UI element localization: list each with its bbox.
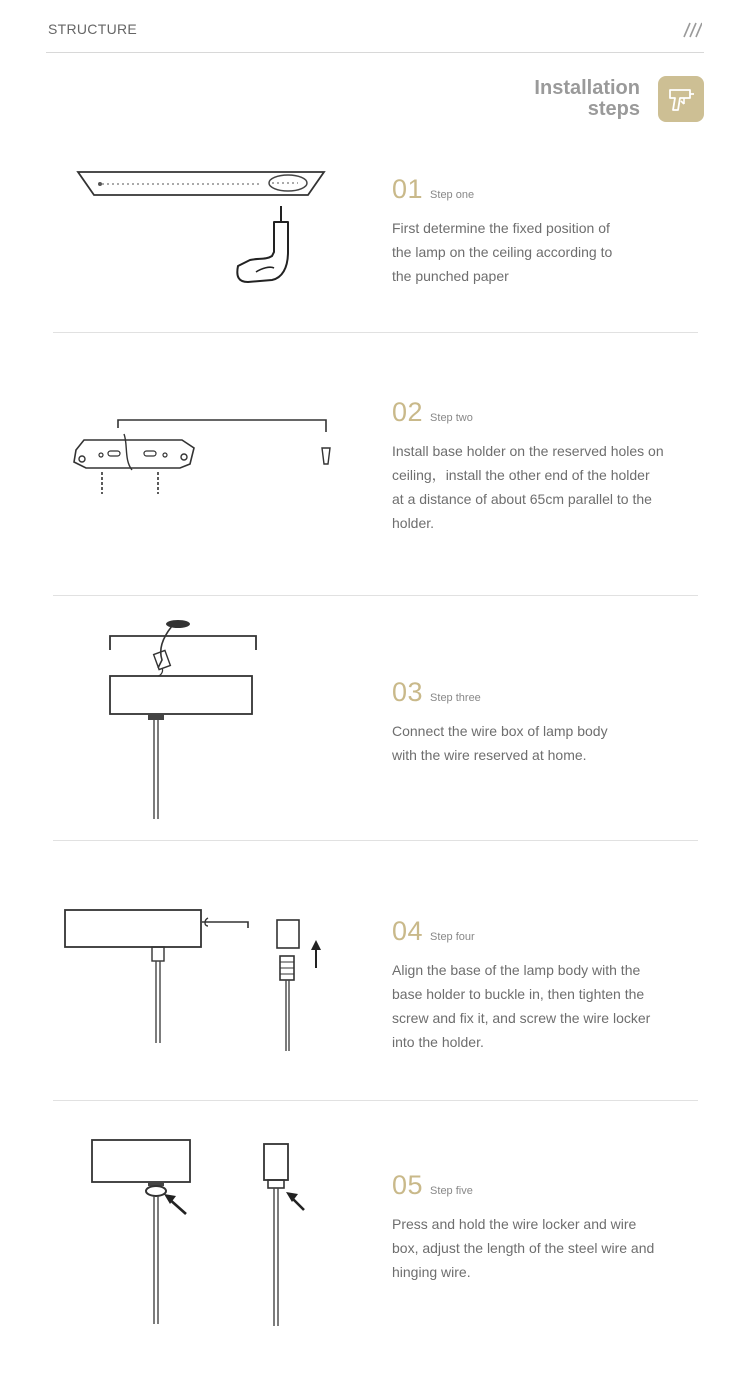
step-1-text: [392, 216, 692, 288]
step-divider: [53, 595, 698, 596]
step-3-heading: [392, 679, 481, 706]
header-title: STRUCTURE: [48, 21, 138, 37]
section-heading: [534, 76, 704, 122]
step-4-number: 04: [392, 916, 424, 946]
step-2-number: 02: [392, 397, 424, 427]
step-4-text: [392, 958, 692, 1054]
step-2-illustration: [68, 412, 338, 502]
step-3-text-line: with the wire reserved at home.: [392, 747, 587, 763]
step-5-text-line: Press and hold the wire locker and wire: [392, 1216, 637, 1232]
step-1-text-line: the punched paper: [392, 268, 509, 284]
step-1-heading: [392, 176, 474, 203]
step-5-text-line: box, adjust the length of the steel wire and: [392, 1240, 655, 1256]
step-2-text-line: at a distance of about 65cm parallel to the: [392, 491, 652, 507]
page-header: [46, 0, 704, 53]
step-1-text-line: the lamp on the ceiling according to: [392, 244, 613, 260]
step-4-text-line: Align the base of the lamp body with the: [392, 962, 641, 978]
triple-slash-icon: [678, 22, 702, 38]
step-5-number: 05: [392, 1170, 424, 1200]
step-1-text-line: First determine the fixed position of: [392, 220, 610, 236]
step-divider: [53, 1100, 698, 1101]
step-4-heading: [392, 918, 475, 945]
step-divider: [53, 840, 698, 841]
step-1-illustration: [76, 168, 356, 288]
step-4-text-line: screw and fix it, and screw the wire locker: [392, 1010, 651, 1026]
step-3-illustration: [104, 614, 264, 824]
step-4-text-line: into the holder.: [392, 1034, 484, 1050]
section-title: [534, 78, 640, 120]
base-holder-illustration: [74, 420, 330, 494]
section-title-line1: Installation: [534, 77, 640, 99]
step-4-text-line: base holder to buckle in, then tighten the: [392, 986, 645, 1002]
step-2-text: [392, 439, 692, 535]
step-2-heading: [392, 399, 473, 426]
step-1-label: Step one: [430, 189, 475, 201]
step-4-illustration: [62, 906, 332, 1056]
step-5-text-line: hinging wire.: [392, 1264, 471, 1280]
wire-adjust-illustration: [92, 1140, 304, 1326]
step-5-illustration: [88, 1136, 318, 1331]
step-2-label: Step two: [430, 412, 473, 424]
section-title-line2: steps: [587, 98, 640, 120]
step-4-label: Step four: [430, 931, 475, 943]
step-2-text-line: Install base holder on the reserved holes on: [392, 443, 664, 459]
punched-paper-illustration: [78, 172, 324, 195]
step-3-label: Step three: [430, 692, 481, 704]
step-2-text-line: holder.: [392, 515, 435, 531]
step-5-heading: [392, 1172, 473, 1199]
lamp-body-wire-illustration: [110, 620, 256, 819]
drill-illustration: [237, 206, 288, 282]
step-3-number: 03: [392, 677, 424, 707]
step-5-text: [392, 1212, 692, 1284]
step-3-text-line: Connect the wire box of lamp body: [392, 723, 608, 739]
step-1-number: 01: [392, 174, 424, 204]
lamp-base-buckle-illustration: [65, 910, 321, 1051]
step-5-label: Step five: [430, 1185, 473, 1197]
step-2-text-line: ceiling，install the other end of the holder: [392, 467, 650, 483]
step-3-text: [392, 719, 692, 767]
drill-icon: [666, 84, 696, 114]
step-divider: [53, 332, 698, 333]
section-badge: [658, 76, 704, 122]
